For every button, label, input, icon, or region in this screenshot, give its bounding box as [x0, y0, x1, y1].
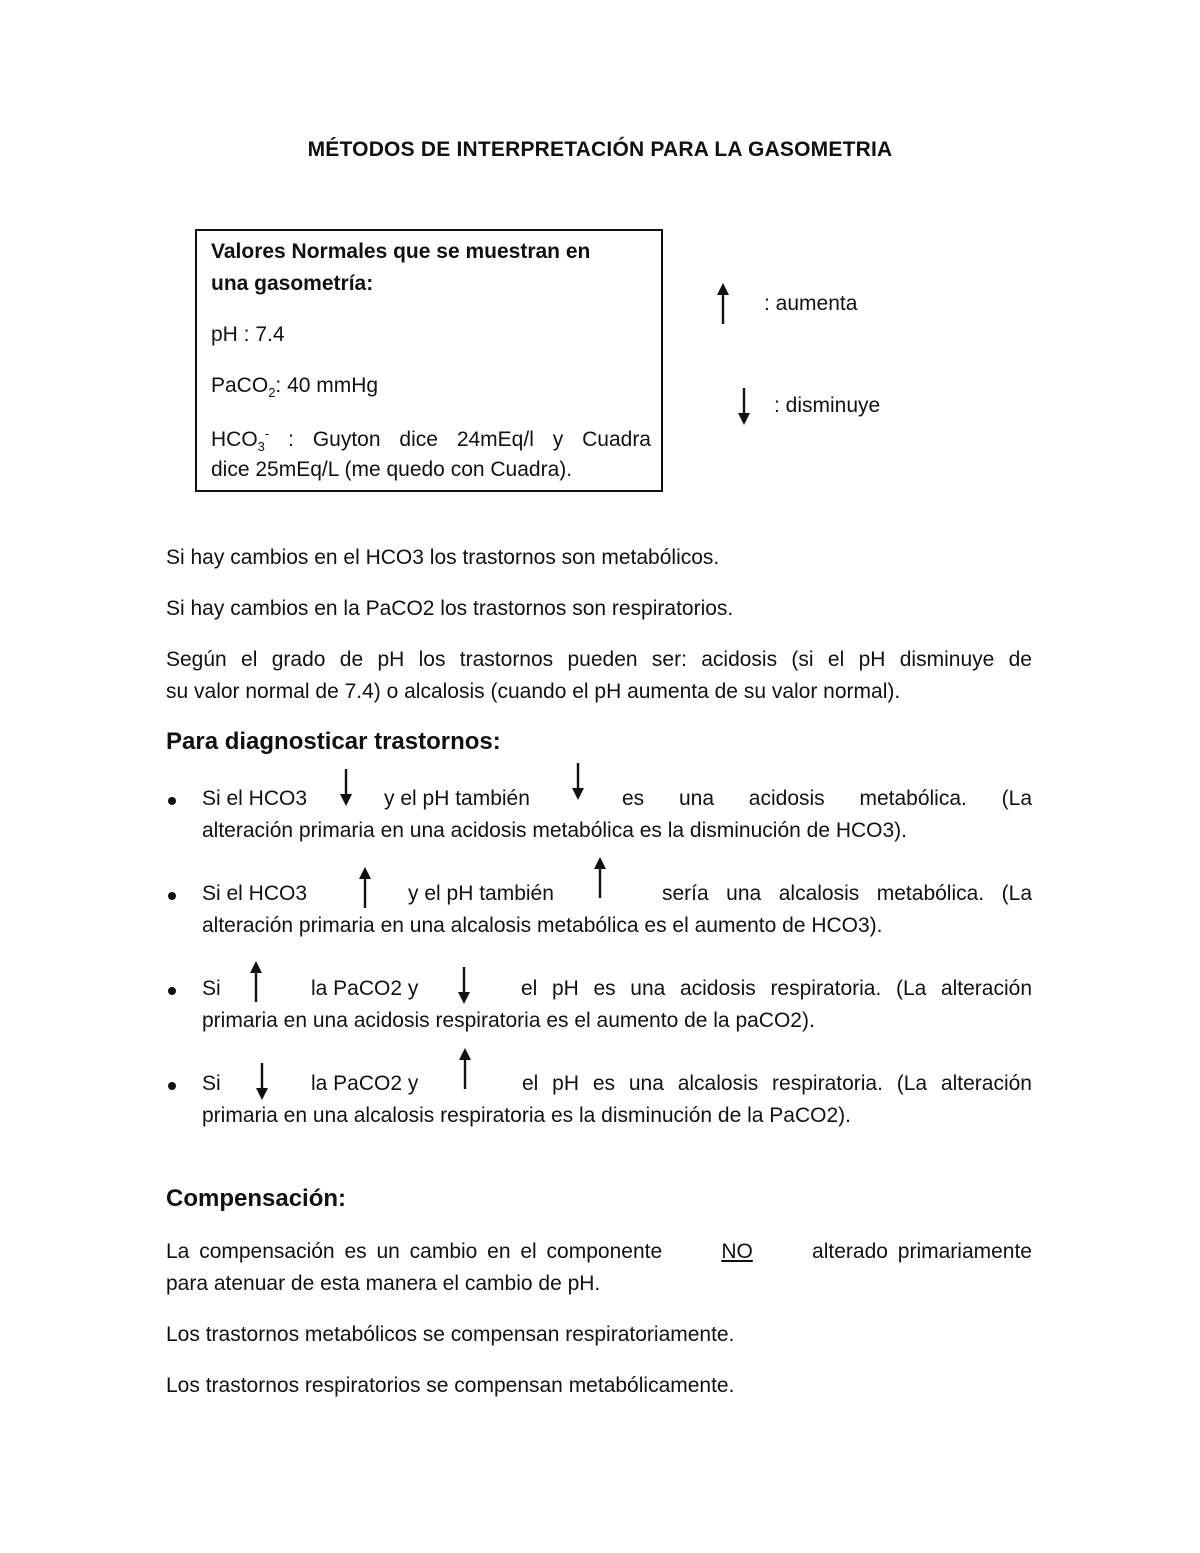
legend-up-label: : aumenta	[764, 292, 858, 315]
bullet4-text-a: Si	[202, 1072, 221, 1095]
bullet3-text-c: el pH es una acidosis respiratoria. (La alteración	[521, 977, 1032, 1000]
bullet-dot	[168, 1082, 176, 1090]
hco3-superscript: -	[264, 426, 270, 441]
bullet3-text-b: la PaCO2 y	[311, 977, 419, 1000]
arrow-down-icon	[736, 387, 752, 427]
compensation-text-a: La compensación es un cambio en el componente	[166, 1240, 663, 1263]
paco2-prefix: PaCO	[211, 374, 269, 397]
arrow-up-icon	[248, 960, 264, 1004]
hco3-prefix: HCO	[211, 428, 258, 451]
paco2-subscript: 2	[268, 385, 276, 401]
compensation-paragraph-line1	[166, 1240, 1032, 1264]
bullet1-text-b: y el pH también	[384, 787, 530, 810]
compensation-text-c: alterado primariamente	[812, 1240, 1032, 1263]
normal-values-heading-line2: una gasometría:	[211, 272, 374, 295]
bullet2-text-c: sería una alcalosis metabólica. (La	[662, 882, 1032, 905]
bullet2-text-b: y el pH también	[408, 882, 554, 905]
arrow-up-icon	[715, 282, 731, 326]
arrow-down-icon	[570, 762, 586, 802]
arrow-down-icon	[338, 768, 354, 808]
arrow-up-icon	[457, 1047, 473, 1091]
bullet1-text-a: Si el HCO3	[202, 787, 308, 810]
hco3-subscript: 3	[257, 439, 265, 455]
bullet-dot	[168, 797, 176, 805]
page-title: MÉTODOS DE INTERPRETACIÓN PARA LA GASOMETRIA	[307, 138, 893, 161]
intro-paragraph-ph-line1: Según el grado de pH los trastornos pueden ser: acidosis (si el pH disminuye de	[166, 648, 1032, 671]
intro-paragraph-respiratory: Si hay cambios en la PaCO2 los trastornos son respiratorios.	[166, 597, 734, 620]
bullet3-line2: primaria en una acidosis respiratoria es el aumento de la paCO2).	[202, 1009, 815, 1032]
arrow-up-icon	[592, 856, 608, 900]
arrow-up-icon	[357, 866, 373, 910]
compensation-paragraph-metabolic: Los trastornos metabólicos se compensan respiratoriamente.	[166, 1323, 735, 1346]
bullet4-text-c: el pH es una alcalosis respiratoria. (La alteración	[522, 1072, 1032, 1095]
bullet2-line2: alteración primaria en una alcalosis metabólica es el aumento de HCO3).	[202, 914, 883, 937]
bullet4-line2: primaria en una alcalosis respiratoria es la disminución de la PaCO2).	[202, 1104, 851, 1127]
bullet3-text-a: Si	[202, 977, 221, 1000]
compensation-heading: Compensación:	[166, 1185, 347, 1212]
bullet4-text-b: la PaCO2 y	[311, 1072, 419, 1095]
intro-paragraph-metabolic: Si hay cambios en el HCO3 los trastornos son metabólicos.	[166, 546, 720, 569]
ph-normal-value: pH : 7.4	[211, 323, 285, 346]
hco3-rest: : Guyton dice 24mEq/l y Cuadra	[269, 428, 651, 451]
bullet-dot	[168, 987, 176, 995]
compensation-paragraph-line2: para atenuar de esta manera el cambio de pH.	[166, 1272, 601, 1295]
intro-paragraph-ph-line2: su valor normal de 7.4) o alcalosis (cuando el pH aumenta de su valor normal).	[166, 680, 901, 703]
normal-values-heading-line1: Valores Normales que se muestran en	[211, 240, 591, 263]
legend-down-label: : disminuye	[774, 394, 881, 417]
diagnose-heading: Para diagnosticar trastornos:	[166, 728, 501, 755]
arrow-down-icon	[254, 1062, 270, 1102]
hco3-normal-value-line1	[211, 426, 651, 454]
bullet2-text-a: Si el HCO3	[202, 882, 308, 905]
compensation-paragraph-respiratory: Los trastornos respiratorios se compensan metabólicamente.	[166, 1374, 735, 1397]
compensation-text-no: NO	[721, 1240, 753, 1263]
arrow-down-icon	[456, 966, 472, 1006]
paco2-normal-value	[211, 374, 378, 400]
normal-values-box	[195, 229, 663, 492]
bullet1-line2: alteración primaria en una acidosis metabólica es la disminución de HCO3).	[202, 819, 908, 842]
bullet-dot	[168, 892, 176, 900]
bullet1-text-c: es una acidosis metabólica. (La	[622, 787, 1032, 810]
hco3-normal-value-line2: dice 25mEq/L (me quedo con Cuadra).	[211, 458, 573, 481]
paco2-suffix: : 40 mmHg	[275, 374, 379, 397]
